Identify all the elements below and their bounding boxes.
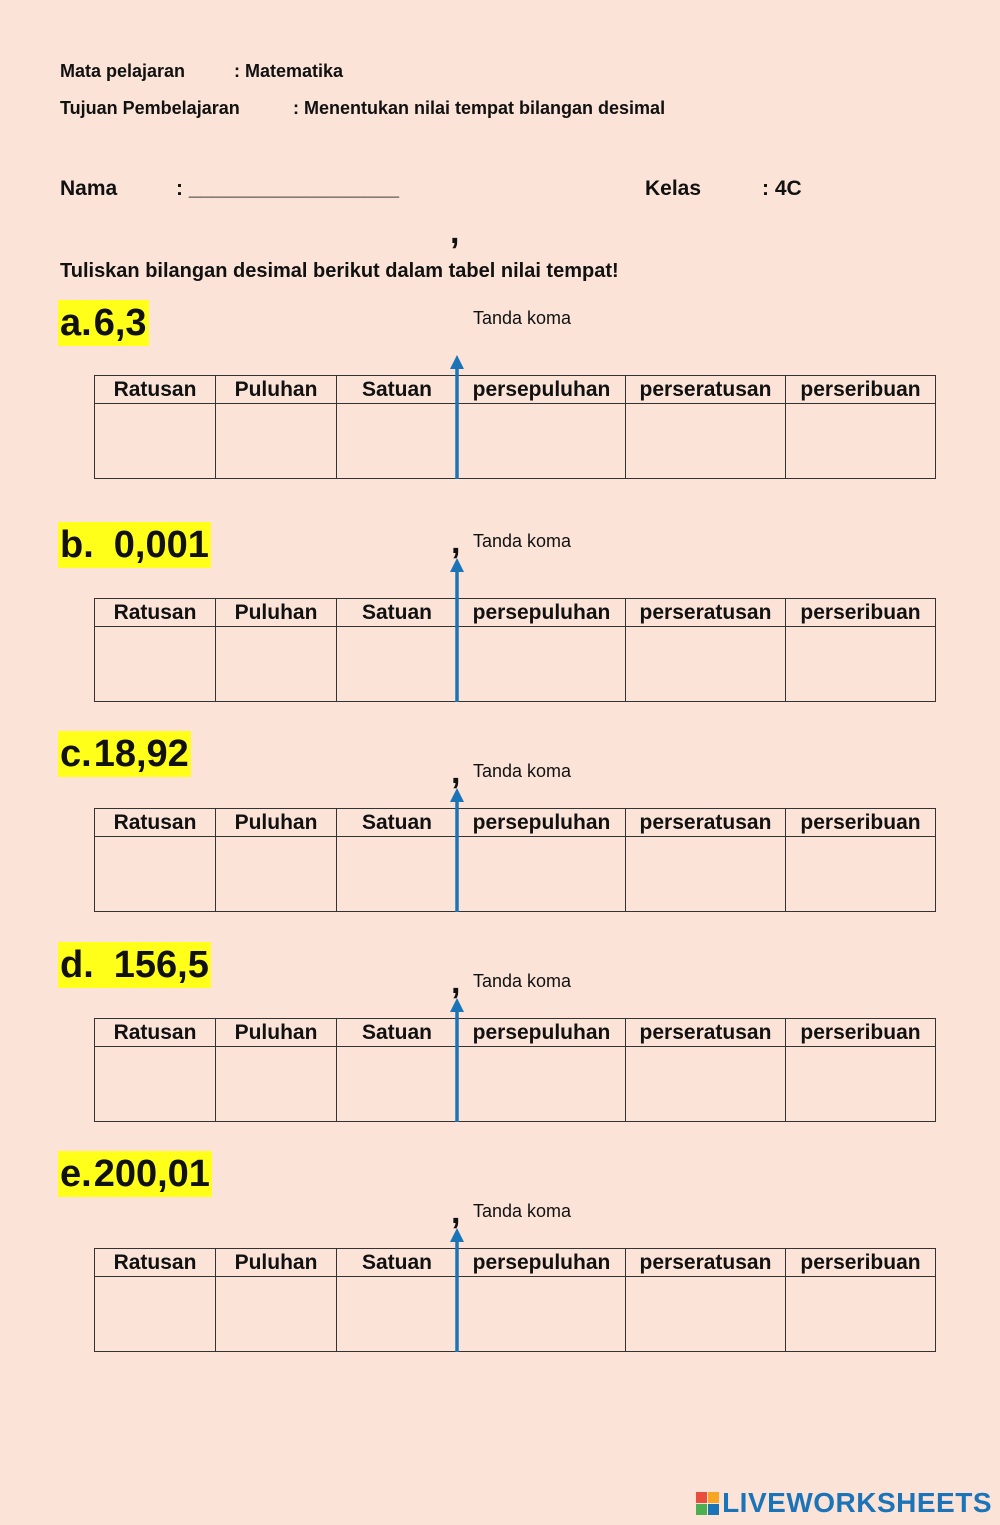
header-comma-mark: , <box>450 213 460 251</box>
answer-cell[interactable] <box>458 837 626 912</box>
comma-glyph: , <box>451 963 461 1001</box>
column-header: Satuan <box>337 809 458 837</box>
column-header: perseratusan <box>626 809 786 837</box>
answer-cell[interactable] <box>626 837 786 912</box>
answer-cell[interactable] <box>216 404 337 479</box>
decimal-arrow-icon <box>449 558 465 702</box>
problem-label-b <box>58 522 211 568</box>
answer-cell[interactable] <box>626 404 786 479</box>
instruction: Tuliskan bilangan desimal berikut dalam tabel nilai tempat! <box>60 260 619 282</box>
answer-cell[interactable] <box>786 627 936 702</box>
column-header: Satuan <box>337 1019 458 1047</box>
answer-cell[interactable] <box>458 1047 626 1122</box>
column-header: perseribuan <box>786 1019 936 1047</box>
column-header: perseratusan <box>626 1019 786 1047</box>
problem-number: 200,01 <box>93 1153 210 1195</box>
comma-glyph: , <box>451 1193 461 1231</box>
answer-cell[interactable] <box>95 1277 216 1352</box>
answer-cell[interactable] <box>626 1277 786 1352</box>
answer-cell[interactable] <box>337 1047 458 1122</box>
column-header: persepuluhan <box>458 1019 626 1047</box>
column-header: persepuluhan <box>458 809 626 837</box>
place-value-table-a <box>94 375 936 479</box>
answer-cell[interactable] <box>626 1047 786 1122</box>
problem-letter: e. <box>60 1153 92 1195</box>
column-header: Satuan <box>337 376 458 404</box>
column-header: Puluhan <box>216 1249 337 1277</box>
answer-cell[interactable] <box>626 627 786 702</box>
name-field[interactable]: : __________________ <box>176 177 400 200</box>
column-header: Puluhan <box>216 809 337 837</box>
comma-caption: Tanda koma <box>473 1201 572 1221</box>
problem-label-a <box>58 300 149 346</box>
liveworksheets-icon <box>696 1492 719 1515</box>
comma-caption: Tanda koma <box>473 531 572 551</box>
goal-value: : Menentukan nilai tempat bilangan desimal <box>293 98 666 118</box>
answer-cell[interactable] <box>216 1277 337 1352</box>
answer-cell[interactable] <box>337 627 458 702</box>
answer-cell[interactable] <box>337 837 458 912</box>
place-value-table-c <box>94 808 936 912</box>
comma-caption: Tanda koma <box>473 308 572 328</box>
column-header: Ratusan <box>95 809 216 837</box>
answer-cell[interactable] <box>786 1277 936 1352</box>
column-header: Ratusan <box>95 599 216 627</box>
answer-cell[interactable] <box>95 627 216 702</box>
comma-glyph: , <box>451 523 461 561</box>
comma-caption: Tanda koma <box>473 971 572 991</box>
answer-cell[interactable] <box>786 404 936 479</box>
answer-cell[interactable] <box>786 837 936 912</box>
class-label: Kelas <box>645 177 702 200</box>
decimal-arrow-icon <box>449 788 465 912</box>
place-value-table-e <box>94 1248 936 1352</box>
column-header: Ratusan <box>95 1249 216 1277</box>
goal-label: Tujuan Pembelajaran <box>60 98 240 118</box>
problem-letter: a. <box>60 302 92 344</box>
answer-cell[interactable] <box>337 1277 458 1352</box>
answer-cell[interactable] <box>95 837 216 912</box>
answer-cell[interactable] <box>786 1047 936 1122</box>
column-header: persepuluhan <box>458 1249 626 1277</box>
column-header: persepuluhan <box>458 376 626 404</box>
column-header: Puluhan <box>216 1019 337 1047</box>
column-header: Puluhan <box>216 599 337 627</box>
problem-label-d <box>58 942 211 988</box>
subject-value: : Matematika <box>234 61 344 81</box>
column-header: Satuan <box>337 1249 458 1277</box>
column-header: persepuluhan <box>458 599 626 627</box>
column-header: perseribuan <box>786 1249 936 1277</box>
answer-cell[interactable] <box>458 1277 626 1352</box>
decimal-arrow-icon <box>449 355 465 479</box>
column-header: perseratusan <box>626 1249 786 1277</box>
decimal-arrow-icon <box>449 998 465 1122</box>
problem-letter: b. <box>60 524 94 566</box>
comma-glyph: , <box>451 753 461 791</box>
answer-cell[interactable] <box>458 627 626 702</box>
problem-number: 0,001 <box>113 524 209 566</box>
answer-cell[interactable] <box>337 404 458 479</box>
class-value: : 4C <box>762 177 802 200</box>
answer-cell[interactable] <box>216 837 337 912</box>
column-header: Ratusan <box>95 376 216 404</box>
place-value-table-b <box>94 598 936 702</box>
column-header: perseribuan <box>786 599 936 627</box>
problem-letter: c. <box>60 733 92 775</box>
watermark-text: LIVEWORKSHEETS <box>722 1487 992 1518</box>
column-header: perseribuan <box>786 376 936 404</box>
answer-cell[interactable] <box>216 627 337 702</box>
column-header: Satuan <box>337 599 458 627</box>
column-header: Puluhan <box>216 376 337 404</box>
comma-caption: Tanda koma <box>473 761 572 781</box>
problem-number: 6,3 <box>93 302 147 344</box>
problem-label-e <box>58 1151 212 1197</box>
column-header: Ratusan <box>95 1019 216 1047</box>
place-value-table-d <box>94 1018 936 1122</box>
name-label: Nama <box>60 177 118 200</box>
liveworksheets-logo <box>696 1487 992 1519</box>
problem-number: 18,92 <box>93 733 189 775</box>
answer-cell[interactable] <box>95 404 216 479</box>
subject-label: Mata pelajaran <box>60 61 186 81</box>
problem-label-c <box>58 731 191 777</box>
column-header: perseratusan <box>626 376 786 404</box>
problem-letter: d. <box>60 944 94 986</box>
answer-cell[interactable] <box>95 1047 216 1122</box>
answer-cell[interactable] <box>216 1047 337 1122</box>
column-header: perseratusan <box>626 599 786 627</box>
answer-cell[interactable] <box>458 404 626 479</box>
problem-number: 156,5 <box>113 944 209 986</box>
column-header: perseribuan <box>786 809 936 837</box>
decimal-arrow-icon <box>449 1228 465 1352</box>
